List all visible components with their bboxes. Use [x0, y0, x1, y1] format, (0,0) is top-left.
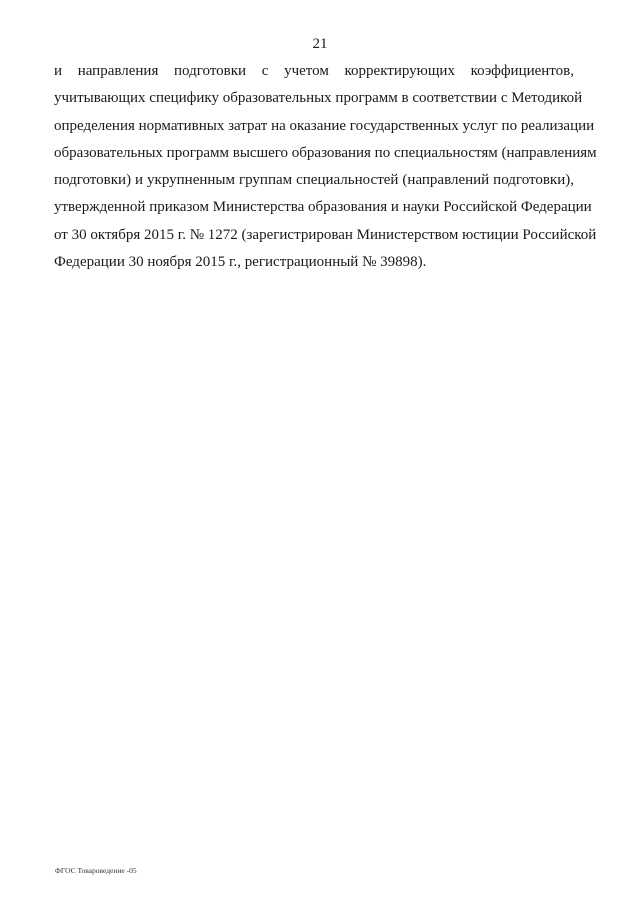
paragraph-line: определения нормативных затрат на оказание государственных услуг по реализации [54, 117, 595, 134]
paragraph-line: образовательных программ высшего образования по специальностям (направлениям [54, 144, 597, 161]
paragraph-line: от 30 октября 2015 г. № 1272 (зарегистрирован Министерством юстиции Российской [54, 226, 597, 243]
paragraph-line: учитывающих специфику образовательных программ в соответствии с Методикой [54, 90, 583, 107]
paragraph-line: подготовки) и укрупненным группам специальностей (направлений подготовки), [54, 172, 574, 189]
paragraph-line: Федерации 30 ноября 2015 г., регистрационный № 39898). [54, 254, 427, 271]
footer-note: ФГОС Товароведение -05 [55, 866, 137, 875]
body-paragraph [54, 58, 597, 276]
paragraph-line: утвержденной приказом Министерства образования и науки Российской Федерации [54, 199, 592, 216]
page-number: 21 [312, 36, 328, 52]
paragraph-line: и направления подготовки с учетом корректирующих коэффициентов, [54, 63, 574, 79]
